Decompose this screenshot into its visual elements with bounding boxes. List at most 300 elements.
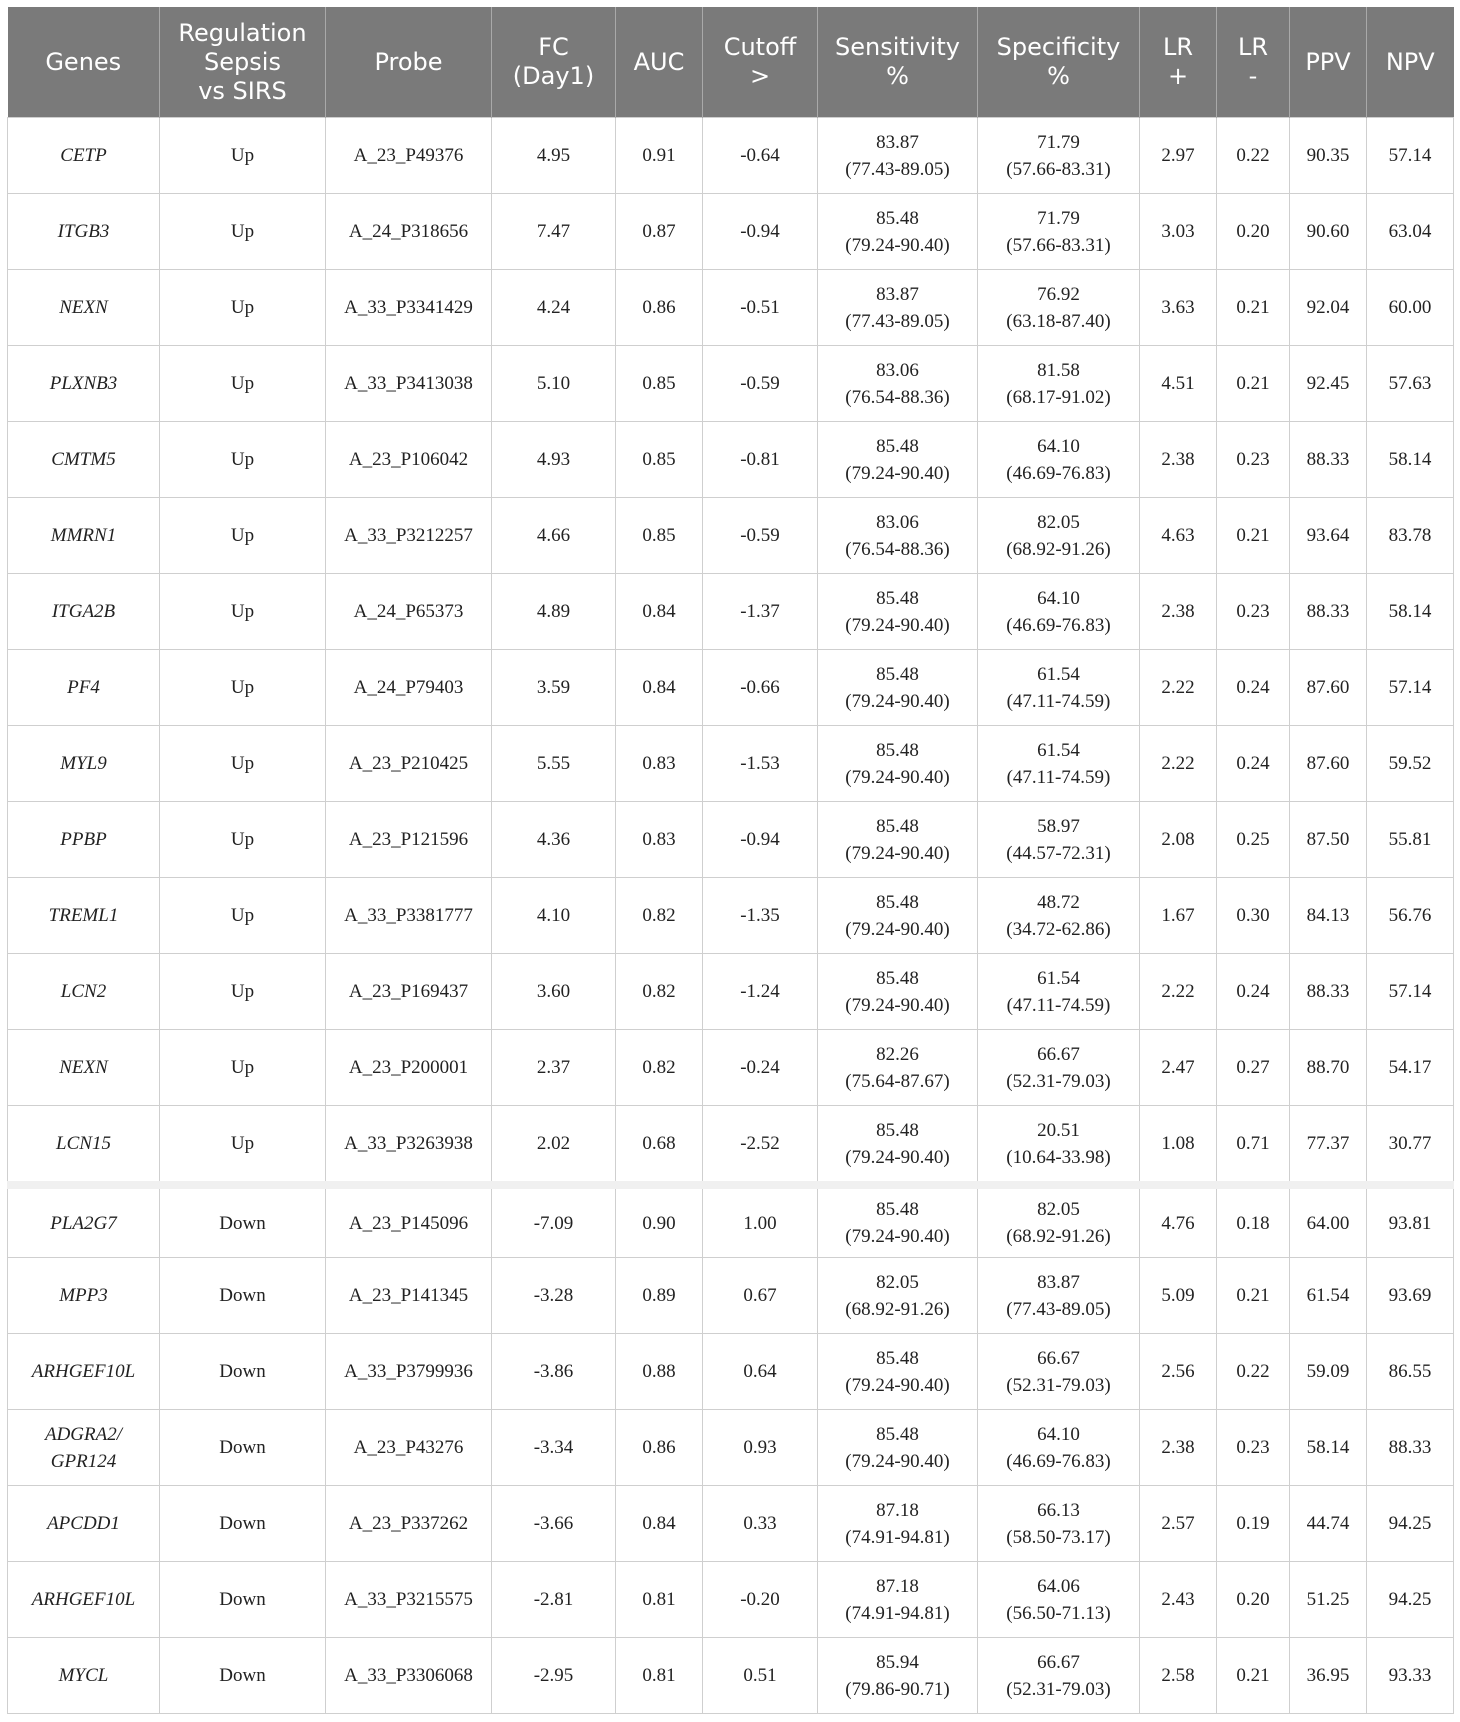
header-text: (Day1)	[512, 62, 595, 90]
specificity-cell	[978, 1638, 1140, 1714]
header-text: >	[749, 62, 771, 90]
sensitivity-cell-line: 85.48	[876, 739, 919, 761]
table-row	[8, 726, 1454, 802]
specificity-cell	[978, 802, 1140, 878]
sensitivity-cell-line: (79.24-90.40)	[845, 766, 950, 788]
cutoff-cell: -0.94	[703, 194, 818, 270]
cutoff-cell: -1.35	[703, 878, 818, 954]
table-row	[8, 1410, 1454, 1486]
lr-minus-cell: 0.23	[1217, 1410, 1290, 1486]
ppv-cell: 88.70	[1290, 1030, 1367, 1106]
ppv-cell: 88.33	[1290, 422, 1367, 498]
specificity-cell-line: (77.43-89.05)	[1006, 1298, 1111, 1320]
specificity-cell	[978, 1486, 1140, 1562]
fc-cell: 5.10	[492, 346, 616, 422]
sensitivity-cell-line: (79.24-90.40)	[845, 1450, 950, 1472]
ppv-cell: 88.33	[1290, 574, 1367, 650]
header-text: LR	[1162, 33, 1194, 61]
fc-cell: -3.66	[492, 1486, 616, 1562]
fc-cell: -3.34	[492, 1410, 616, 1486]
specificity-cell-line: 71.79	[1037, 207, 1080, 229]
ppv-cell: 87.60	[1290, 726, 1367, 802]
lr-minus-cell: 0.25	[1217, 802, 1290, 878]
auc-cell: 0.83	[616, 802, 703, 878]
sensitivity-cell-line: 85.48	[876, 1119, 919, 1141]
lr-plus-cell: 3.63	[1140, 270, 1217, 346]
header-row	[8, 7, 1454, 118]
lr-plus-cell: 2.38	[1140, 422, 1217, 498]
sensitivity-cell-line: 85.48	[876, 967, 919, 989]
table-row	[8, 1638, 1454, 1714]
cutoff-cell: -0.81	[703, 422, 818, 498]
specificity-cell	[978, 1410, 1140, 1486]
header-text: Cutoff	[723, 33, 797, 61]
ppv-cell: 93.64	[1290, 498, 1367, 574]
cutoff-cell: -0.24	[703, 1030, 818, 1106]
regulation-cell: Up	[160, 346, 326, 422]
auc-cell: 0.85	[616, 422, 703, 498]
specificity-cell-line: 71.79	[1037, 131, 1080, 153]
specificity-cell-line: 64.10	[1037, 435, 1080, 457]
regulation-cell: Down	[160, 1258, 326, 1334]
fc-cell: 7.47	[492, 194, 616, 270]
fc-cell: -2.95	[492, 1638, 616, 1714]
table-row	[8, 650, 1454, 726]
lr-minus-cell: 0.21	[1217, 346, 1290, 422]
fc-cell: 4.89	[492, 574, 616, 650]
lr-plus-cell: 2.56	[1140, 1334, 1217, 1410]
specificity-cell	[978, 270, 1140, 346]
regulation-cell: Up	[160, 650, 326, 726]
probe-cell: A_24_P318656	[326, 194, 492, 270]
lr-minus-cell: 0.27	[1217, 1030, 1290, 1106]
fc-cell: -2.81	[492, 1562, 616, 1638]
specificity-cell	[978, 1030, 1140, 1106]
auc-cell: 0.81	[616, 1562, 703, 1638]
ppv-cell: 51.25	[1290, 1562, 1367, 1638]
sensitivity-cell-line: (75.64-87.67)	[845, 1070, 950, 1092]
gene-cell-line: PLA2G7	[50, 1212, 117, 1234]
specificity-cell-line: (44.57-72.31)	[1006, 842, 1111, 864]
sensitivity-cell	[818, 1030, 978, 1106]
specificity-cell-line: (46.69-76.83)	[1006, 614, 1111, 636]
ppv-cell: 61.54	[1290, 1258, 1367, 1334]
lr-minus-cell: 0.20	[1217, 194, 1290, 270]
npv-cell: 93.81	[1367, 1185, 1454, 1258]
sensitivity-cell-line: (79.24-90.40)	[845, 690, 950, 712]
gene-cell-line: LCN15	[56, 1133, 111, 1154]
table-row	[8, 346, 1454, 422]
sensitivity-cell-line: 85.94	[876, 1651, 919, 1673]
sensitivity-cell	[818, 346, 978, 422]
specificity-cell-line: 83.87	[1037, 1271, 1080, 1293]
table-row	[8, 1185, 1454, 1258]
sensitivity-cell-line: 83.87	[876, 131, 919, 153]
cutoff-cell: -0.59	[703, 346, 818, 422]
lr-plus-cell: 2.58	[1140, 1638, 1217, 1714]
sensitivity-cell	[818, 1486, 978, 1562]
probe-cell: A_23_P106042	[326, 422, 492, 498]
header-text: Sepsis	[204, 47, 281, 76]
cutoff-cell: 0.93	[703, 1410, 818, 1486]
specificity-cell-line: 82.05	[1037, 1199, 1080, 1220]
header-text: AUC	[633, 47, 685, 76]
sensitivity-cell	[818, 1638, 978, 1714]
sensitivity-cell	[818, 270, 978, 346]
probe-cell: A_23_P169437	[326, 954, 492, 1030]
gene-cell	[8, 422, 160, 498]
ppv-cell: 44.74	[1290, 1486, 1367, 1562]
table-row	[8, 1106, 1454, 1186]
regulation-cell: Down	[160, 1185, 326, 1258]
sensitivity-cell	[818, 1185, 978, 1258]
regulation-cell: Up	[160, 1030, 326, 1106]
specificity-cell-line: (46.69-76.83)	[1006, 462, 1111, 484]
lr-plus-cell: 4.76	[1140, 1185, 1217, 1258]
npv-cell: 58.14	[1367, 574, 1454, 650]
regulation-cell: Up	[160, 270, 326, 346]
gene-cell-line: TREML1	[48, 905, 119, 926]
cutoff-cell: -0.20	[703, 1562, 818, 1638]
ppv-cell: 58.14	[1290, 1410, 1367, 1486]
sensitivity-cell-line: (77.43-89.05)	[845, 310, 950, 332]
table-row	[8, 1334, 1454, 1410]
sensitivity-cell	[818, 194, 978, 270]
probe-cell: A_23_P121596	[326, 802, 492, 878]
npv-cell: 93.33	[1367, 1638, 1454, 1714]
probe-cell: A_33_P3799936	[326, 1334, 492, 1410]
gene-cell	[8, 498, 160, 574]
header-text: Genes	[45, 47, 122, 76]
table-row	[8, 1258, 1454, 1334]
specificity-cell-line: (68.92-91.26)	[1006, 538, 1111, 560]
sensitivity-cell	[818, 650, 978, 726]
probe-cell: A_33_P3212257	[326, 498, 492, 574]
sensitivity-cell-line: 82.05	[876, 1271, 919, 1293]
gene-cell-line: MYCL	[58, 1665, 109, 1686]
lr-plus-cell: 4.51	[1140, 346, 1217, 422]
regulation-cell: Down	[160, 1334, 326, 1410]
regulation-cell: Up	[160, 1106, 326, 1186]
specificity-cell-line: (68.17-91.02)	[1006, 386, 1111, 408]
header-lr-minus	[1217, 7, 1290, 118]
specificity-cell-line: 64.06	[1037, 1575, 1080, 1597]
table-row	[8, 194, 1454, 270]
cutoff-cell: 0.64	[703, 1334, 818, 1410]
lr-minus-cell: 0.23	[1217, 422, 1290, 498]
gene-biomarker-table	[7, 7, 1454, 1714]
npv-cell: 94.25	[1367, 1486, 1454, 1562]
sensitivity-cell-line: (79.24-90.40)	[845, 614, 950, 636]
gene-cell-line: PLXNB3	[49, 373, 118, 394]
gene-cell	[8, 1030, 160, 1106]
lr-minus-cell: 0.24	[1217, 650, 1290, 726]
table-row	[8, 498, 1454, 574]
gene-cell-line: PF4	[67, 677, 100, 698]
probe-cell: A_24_P65373	[326, 574, 492, 650]
gene-cell	[8, 194, 160, 270]
sensitivity-cell	[818, 1334, 978, 1410]
ppv-cell: 90.60	[1290, 194, 1367, 270]
fc-cell: 5.55	[492, 726, 616, 802]
probe-cell: A_23_P200001	[326, 1030, 492, 1106]
npv-cell: 57.14	[1367, 954, 1454, 1030]
gene-cell-line: APCDD1	[47, 1513, 120, 1534]
specificity-cell-line: (52.31-79.03)	[1006, 1070, 1111, 1092]
specificity-cell	[978, 1185, 1140, 1258]
specificity-cell-line: 48.72	[1037, 891, 1080, 913]
sensitivity-cell-line: 87.18	[876, 1499, 919, 1521]
gene-cell-line: CMTM5	[51, 449, 116, 470]
probe-cell: A_23_P49376	[326, 118, 492, 194]
lr-minus-cell: 0.21	[1217, 1638, 1290, 1714]
lr-plus-cell: 2.22	[1140, 650, 1217, 726]
specificity-cell	[978, 194, 1140, 270]
specificity-cell-line: (47.11-74.59)	[1006, 766, 1111, 788]
sensitivity-cell-line: (79.24-90.40)	[845, 234, 950, 256]
auc-cell: 0.88	[616, 1334, 703, 1410]
lr-minus-cell: 0.21	[1217, 498, 1290, 574]
sensitivity-cell-line: 85.48	[876, 891, 919, 913]
regulation-cell: Up	[160, 726, 326, 802]
probe-cell: A_23_P145096	[326, 1185, 492, 1258]
sensitivity-cell	[818, 878, 978, 954]
header-text: +	[1167, 62, 1189, 90]
header-text: Sensitivity	[835, 33, 960, 61]
specificity-cell-line: (57.66-83.31)	[1006, 234, 1111, 256]
specificity-cell	[978, 1562, 1140, 1638]
sensitivity-cell	[818, 1258, 978, 1334]
header-ppv	[1290, 7, 1367, 118]
probe-cell: A_23_P141345	[326, 1258, 492, 1334]
sensitivity-cell-line: (76.54-88.36)	[845, 538, 950, 560]
ppv-cell: 77.37	[1290, 1106, 1367, 1186]
regulation-cell: Up	[160, 194, 326, 270]
header-text: PPV	[1305, 47, 1351, 76]
sensitivity-cell-line: (79.24-90.40)	[845, 918, 950, 940]
sensitivity-cell-line: (76.54-88.36)	[845, 386, 950, 408]
header-text: -	[1248, 62, 1258, 90]
gene-cell-line: NEXN	[59, 1057, 108, 1078]
fc-cell: 4.24	[492, 270, 616, 346]
npv-cell: 57.14	[1367, 650, 1454, 726]
sensitivity-cell-line: (79.24-90.40)	[845, 1374, 950, 1396]
sensitivity-cell-line: 85.48	[876, 207, 919, 229]
gene-cell-line: MPP3	[59, 1285, 108, 1306]
ppv-cell: 64.00	[1290, 1185, 1367, 1258]
sensitivity-cell-line: 83.87	[876, 283, 919, 305]
sensitivity-cell	[818, 802, 978, 878]
lr-plus-cell: 2.38	[1140, 1410, 1217, 1486]
cutoff-cell: -0.51	[703, 270, 818, 346]
lr-plus-cell: 4.63	[1140, 498, 1217, 574]
cutoff-cell: -0.59	[703, 498, 818, 574]
npv-cell: 57.14	[1367, 118, 1454, 194]
specificity-cell-line: 64.10	[1037, 587, 1080, 609]
specificity-cell	[978, 1106, 1140, 1186]
header-regulation	[160, 7, 326, 118]
regulation-cell: Down	[160, 1410, 326, 1486]
specificity-cell	[978, 726, 1140, 802]
auc-cell: 0.87	[616, 194, 703, 270]
probe-cell: A_33_P3215575	[326, 1562, 492, 1638]
lr-minus-cell: 0.71	[1217, 1106, 1290, 1186]
regulation-cell: Up	[160, 802, 326, 878]
sensitivity-cell-line: (74.91-94.81)	[845, 1526, 950, 1548]
gene-cell-line: LCN2	[60, 981, 107, 1002]
sensitivity-cell-line: 83.06	[876, 359, 919, 381]
ppv-cell: 59.09	[1290, 1334, 1367, 1410]
sensitivity-cell-line: 85.48	[876, 1423, 919, 1445]
gene-cell-line: MMRN1	[50, 525, 117, 546]
header-lr-plus	[1140, 7, 1217, 118]
probe-cell: A_33_P3306068	[326, 1638, 492, 1714]
gene-cell	[8, 346, 160, 422]
gene-cell	[8, 878, 160, 954]
lr-plus-cell: 2.22	[1140, 726, 1217, 802]
lr-plus-cell: 2.08	[1140, 802, 1217, 878]
header-text: %	[886, 62, 909, 90]
lr-minus-cell: 0.30	[1217, 878, 1290, 954]
header-npv	[1367, 7, 1454, 118]
header-text: vs SIRS	[198, 76, 287, 105]
npv-cell: 58.14	[1367, 422, 1454, 498]
npv-cell: 56.76	[1367, 878, 1454, 954]
specificity-cell-line: (63.18-87.40)	[1006, 310, 1111, 332]
gene-cell-line: NEXN	[59, 297, 108, 318]
specificity-cell	[978, 878, 1140, 954]
gene-cell-line: ITGA2B	[51, 601, 116, 622]
sensitivity-cell-line: (79.24-90.40)	[845, 1146, 950, 1168]
auc-cell: 0.81	[616, 1638, 703, 1714]
specificity-cell	[978, 498, 1140, 574]
cutoff-cell: 0.67	[703, 1258, 818, 1334]
sensitivity-cell	[818, 726, 978, 802]
auc-cell: 0.85	[616, 498, 703, 574]
fc-cell: -3.86	[492, 1334, 616, 1410]
gene-cell-line: ITGB3	[57, 221, 110, 242]
auc-cell: 0.83	[616, 726, 703, 802]
specificity-cell-line: 64.10	[1037, 1423, 1080, 1445]
sensitivity-cell-line: 85.48	[876, 1347, 919, 1369]
sensitivity-cell-line: (79.86-90.71)	[845, 1678, 950, 1700]
probe-cell: A_33_P3381777	[326, 878, 492, 954]
sensitivity-cell	[818, 1562, 978, 1638]
specificity-cell-line: (10.64-33.98)	[1006, 1146, 1111, 1168]
sensitivity-cell-line: (74.91-94.81)	[845, 1602, 950, 1624]
sensitivity-cell-line: 85.48	[876, 815, 919, 837]
specificity-cell	[978, 118, 1140, 194]
cutoff-cell: -0.94	[703, 802, 818, 878]
sensitivity-cell	[818, 954, 978, 1030]
gene-cell	[8, 650, 160, 726]
sensitivity-cell-line: 87.18	[876, 1575, 919, 1597]
regulation-cell: Up	[160, 498, 326, 574]
specificity-cell-line: (68.92-91.26)	[1006, 1226, 1111, 1247]
gene-cell	[8, 802, 160, 878]
header-probe	[326, 7, 492, 118]
specificity-cell	[978, 954, 1140, 1030]
auc-cell: 0.85	[616, 346, 703, 422]
sensitivity-cell-line: (79.24-90.40)	[845, 842, 950, 864]
auc-cell: 0.82	[616, 878, 703, 954]
sensitivity-cell-line: 82.26	[876, 1043, 919, 1065]
auc-cell: 0.68	[616, 1106, 703, 1186]
header-text: LR	[1237, 33, 1269, 61]
sensitivity-cell-line: (68.92-91.26)	[845, 1298, 950, 1320]
lr-minus-cell: 0.22	[1217, 1334, 1290, 1410]
ppv-cell: 87.50	[1290, 802, 1367, 878]
lr-minus-cell: 0.19	[1217, 1486, 1290, 1562]
table-row	[8, 118, 1454, 194]
table-row	[8, 422, 1454, 498]
specificity-cell-line: 82.05	[1037, 511, 1080, 533]
table-row	[8, 574, 1454, 650]
table-row	[8, 1562, 1454, 1638]
gene-cell	[8, 574, 160, 650]
specificity-cell-line: 61.54	[1037, 663, 1080, 685]
probe-cell: A_23_P210425	[326, 726, 492, 802]
specificity-cell-line: (46.69-76.83)	[1006, 1450, 1111, 1472]
gene-cell	[8, 1185, 160, 1258]
ppv-cell: 92.04	[1290, 270, 1367, 346]
npv-cell: 88.33	[1367, 1410, 1454, 1486]
sensitivity-cell-line: 85.48	[876, 663, 919, 685]
regulation-cell: Up	[160, 954, 326, 1030]
specificity-cell-line: (47.11-74.59)	[1006, 690, 1111, 712]
npv-cell: 54.17	[1367, 1030, 1454, 1106]
sensitivity-cell-line: 85.48	[876, 587, 919, 609]
regulation-cell: Up	[160, 118, 326, 194]
fc-cell: 3.60	[492, 954, 616, 1030]
probe-cell: A_33_P3263938	[326, 1106, 492, 1186]
specificity-cell	[978, 1258, 1140, 1334]
auc-cell: 0.90	[616, 1185, 703, 1258]
sensitivity-cell-line: (79.24-90.40)	[845, 462, 950, 484]
sensitivity-cell-line: (77.43-89.05)	[845, 158, 950, 180]
cutoff-cell: -0.64	[703, 118, 818, 194]
specificity-cell-line: 81.58	[1037, 359, 1080, 381]
sensitivity-cell-line: (79.24-90.40)	[845, 994, 950, 1016]
gene-cell-line: ADGRA2/	[44, 1423, 123, 1445]
ppv-cell: 87.60	[1290, 650, 1367, 726]
npv-cell: 55.81	[1367, 802, 1454, 878]
lr-minus-cell: 0.20	[1217, 1562, 1290, 1638]
specificity-cell-line: 66.67	[1037, 1347, 1080, 1369]
sensitivity-cell	[818, 1106, 978, 1186]
sensitivity-cell-line: (79.24-90.40)	[845, 1226, 950, 1247]
specificity-cell-line: 66.67	[1037, 1043, 1080, 1065]
table-row	[8, 1486, 1454, 1562]
table-row	[8, 270, 1454, 346]
cutoff-cell: 1.00	[703, 1185, 818, 1258]
cutoff-cell: -2.52	[703, 1106, 818, 1186]
header-text: NPV	[1385, 47, 1435, 76]
gene-cell-line: GPR124	[50, 1450, 117, 1472]
specificity-cell-line: 66.67	[1037, 1651, 1080, 1673]
lr-plus-cell: 2.38	[1140, 574, 1217, 650]
cutoff-cell: 0.51	[703, 1638, 818, 1714]
fc-cell: -7.09	[492, 1185, 616, 1258]
sensitivity-cell	[818, 118, 978, 194]
probe-cell: A_23_P337262	[326, 1486, 492, 1562]
specificity-cell-line: (56.50-71.13)	[1006, 1602, 1111, 1624]
specificity-cell-line: 66.13	[1037, 1499, 1080, 1521]
npv-cell: 59.52	[1367, 726, 1454, 802]
sensitivity-cell-line: 85.48	[876, 1199, 919, 1220]
auc-cell: 0.84	[616, 1486, 703, 1562]
fc-cell: 4.93	[492, 422, 616, 498]
